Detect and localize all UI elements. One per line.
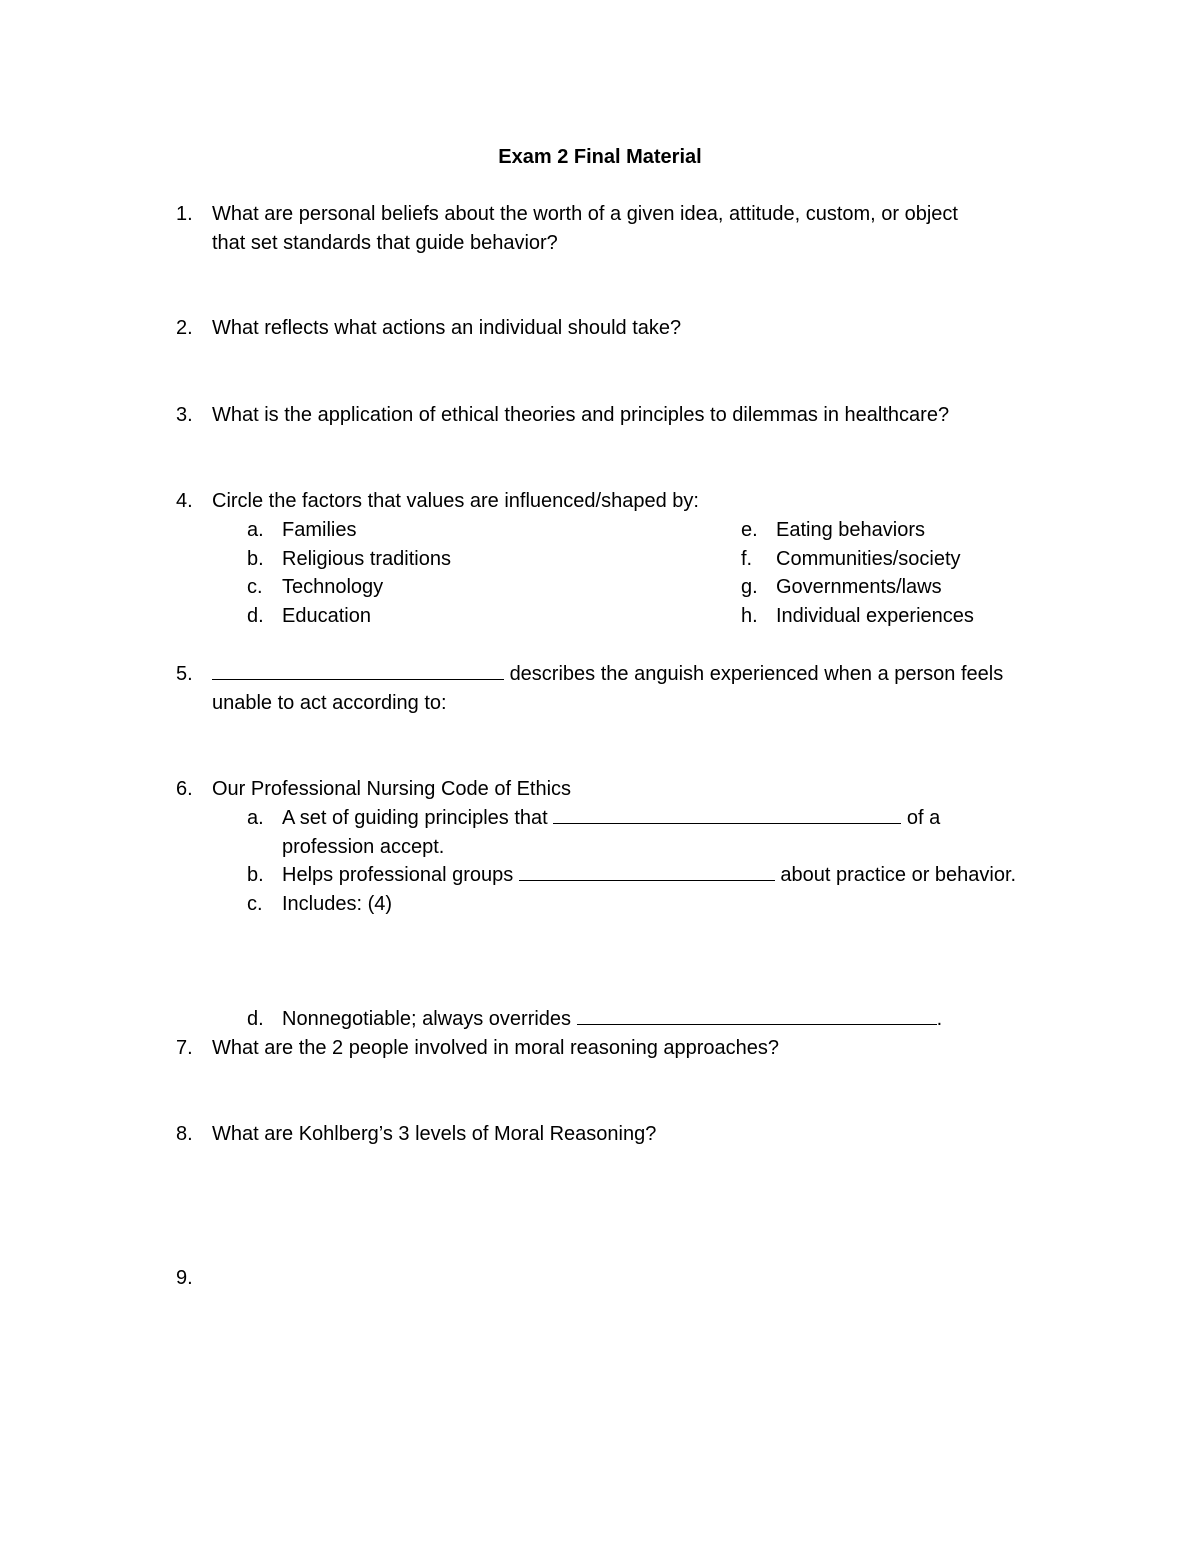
item-d-line (282, 1006, 942, 1032)
option-technology[interactable]: Technology (282, 576, 384, 598)
question-1-text-line1: What are personal beliefs about the worth of a given idea, attitude, custom, or object (212, 203, 958, 225)
question-8-text: What are Kohlberg’s 3 levels of Moral Reasoning? (212, 1123, 657, 1145)
answer-blank[interactable] (519, 862, 775, 881)
question-1-number: 1. (176, 203, 193, 225)
option-h-letter: h. (741, 605, 758, 627)
option-e-letter: e. (741, 519, 758, 541)
question-4-number: 4. (176, 490, 193, 512)
option-d-letter: d. (247, 605, 264, 627)
question-5-number: 5. (176, 663, 193, 685)
question-2-number: 2. (176, 317, 193, 339)
item-b-text-before: Helps professional groups (282, 864, 514, 886)
question-3-number: 3. (176, 404, 193, 426)
option-governments-laws[interactable]: Governments/laws (776, 576, 942, 598)
item-d-text-before: Nonnegotiable; always overrides (282, 1008, 572, 1030)
item-a-line2: profession accept. (282, 836, 445, 858)
option-f-letter: f. (741, 548, 753, 570)
item-b-letter: b. (247, 864, 264, 886)
option-individual-experiences[interactable]: Individual experiences (776, 605, 974, 627)
option-education[interactable]: Education (282, 605, 371, 627)
question-4-text: Circle the factors that values are influenced/shaped by: (212, 490, 699, 512)
item-a-letter: a. (247, 807, 264, 829)
item-d-text-after: . (936, 1008, 943, 1030)
option-eating-behaviors[interactable]: Eating behaviors (776, 519, 925, 541)
item-d-letter: d. (247, 1008, 264, 1030)
answer-blank[interactable] (577, 1006, 937, 1025)
item-b-text-after: about practice or behavior. (780, 864, 1017, 886)
question-9-number: 9. (176, 1267, 193, 1289)
question-6-text: Our Professional Nursing Code of Ethics (212, 778, 572, 800)
answer-blank[interactable] (553, 805, 901, 824)
question-1-text-line2: that set standards that guide behavior? (212, 232, 558, 254)
page-title: Exam 2 Final Material (498, 146, 702, 168)
question-3-text: What is the application of ethical theories and principles to dilemmas in healthcare? (212, 404, 950, 426)
question-7-text: What are the 2 people involved in moral reasoning approaches? (212, 1037, 780, 1059)
question-5-line1 (212, 661, 1003, 687)
question-5-line2: unable to act according to: (212, 692, 447, 714)
option-religious-traditions[interactable]: Religious traditions (282, 548, 451, 570)
item-a-text-before: A set of guiding principles that (282, 807, 548, 829)
option-families[interactable]: Families (282, 519, 357, 541)
answer-blank[interactable] (212, 661, 504, 680)
question-5-text: describes the anguish experienced when a person feels (509, 663, 1004, 685)
question-6-number: 6. (176, 778, 193, 800)
option-b-letter: b. (247, 548, 264, 570)
option-g-letter: g. (741, 576, 758, 598)
option-communities-society[interactable]: Communities/society (776, 548, 961, 570)
option-c-letter: c. (247, 576, 263, 598)
question-8-number: 8. (176, 1123, 193, 1145)
item-a-line1 (282, 805, 940, 831)
item-c-text: Includes: (4) (282, 893, 393, 915)
item-c-letter: c. (247, 893, 263, 915)
option-a-letter: a. (247, 519, 264, 541)
item-a-text-after: of a (906, 807, 941, 829)
item-b-line (282, 862, 1016, 888)
question-2-text: What reflects what actions an individual should take? (212, 317, 682, 339)
question-7-number: 7. (176, 1037, 193, 1059)
